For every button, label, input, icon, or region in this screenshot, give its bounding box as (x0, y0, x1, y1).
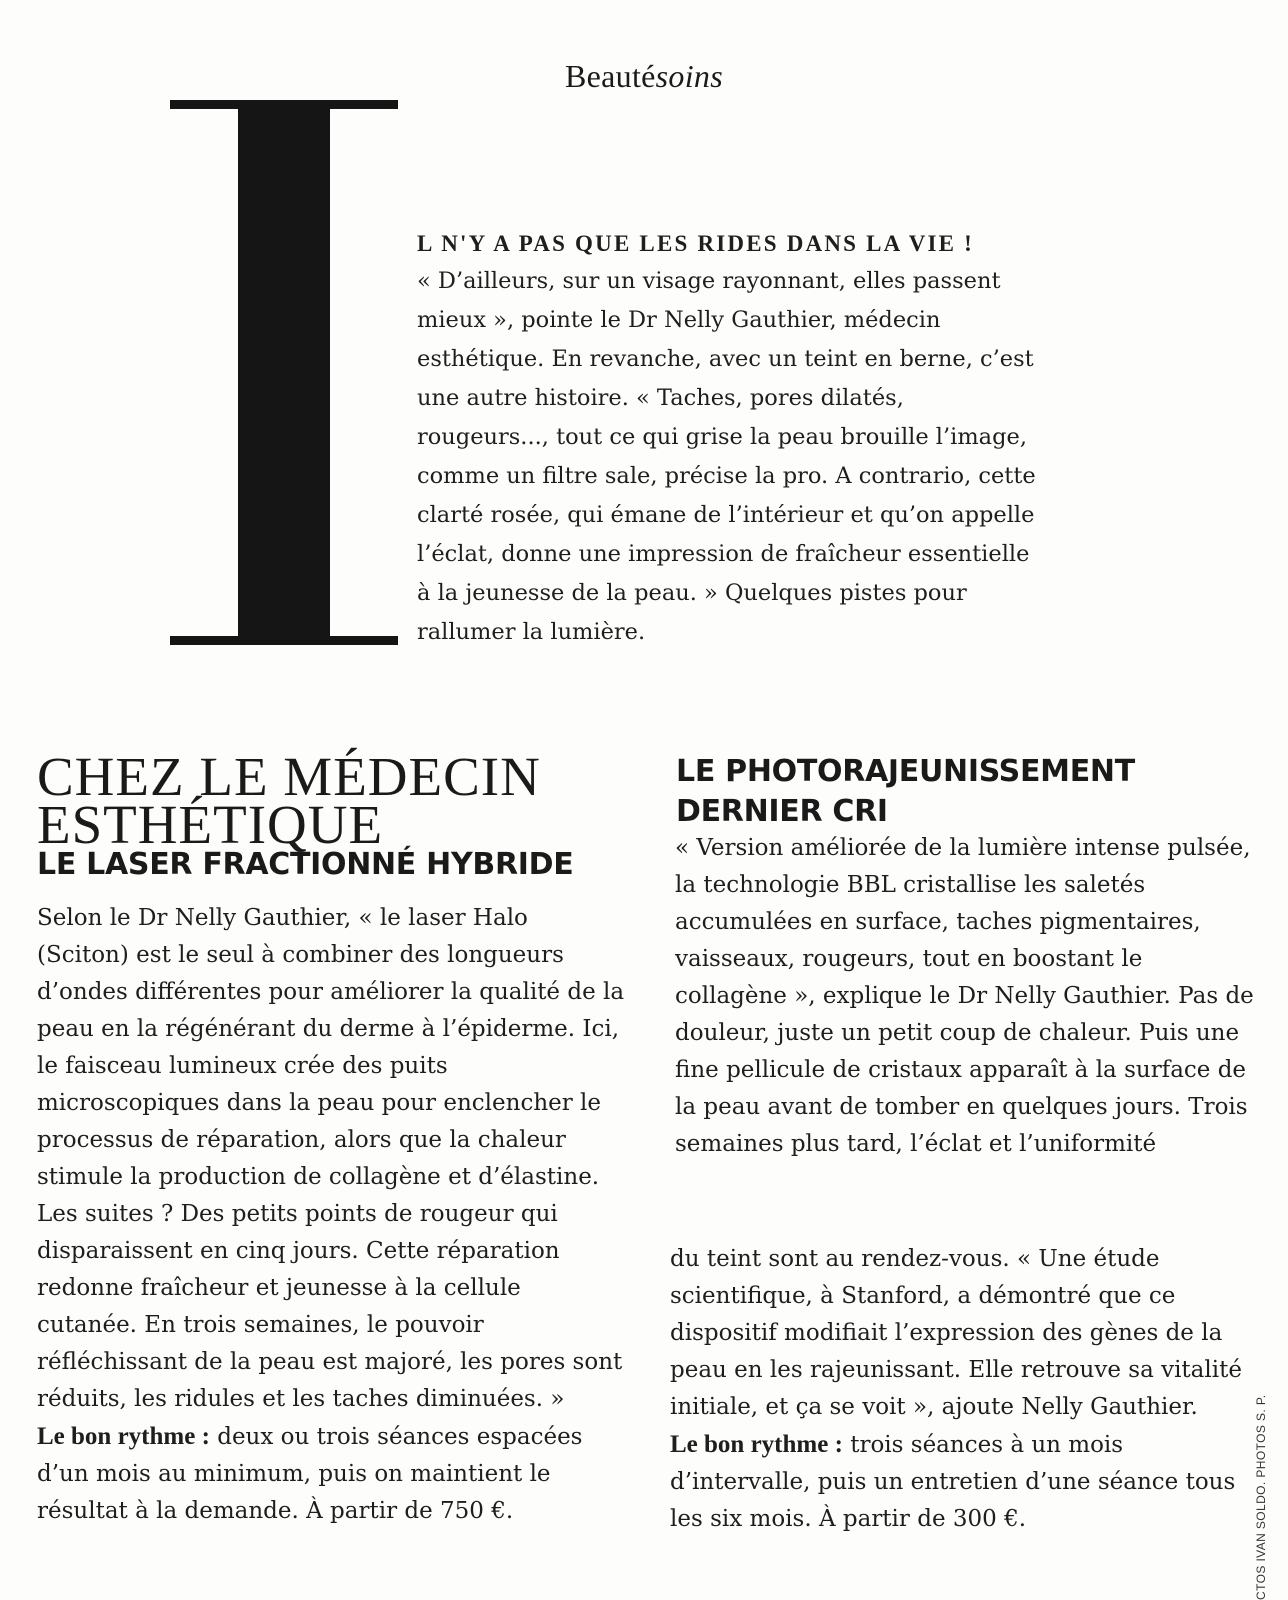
rubric-italic: soins (655, 58, 723, 94)
left-rythm-text: deux ou trois séances espacées d’un mois au minimum, puis on maintient le résultat à la demande. À partir de 750 €. (37, 1424, 583, 1524)
drop-cap-letter-i (170, 100, 398, 645)
right-article-body-b: du teint sont au rendez-vous. « Une étude scientifique, à Stanford, a démontré que ce dispositif modifiait l’expression des gènes de la peau en les rajeunissant. Elle retrouve sa vitalité initiale, et ça se voit », ajoute Nelly Gauthier. (670, 1246, 1242, 1420)
intro-lead: L N'Y A PAS QUE LES RIDES DANS LA VIE ! (417, 231, 975, 256)
photo-credit: CTOS IVAN SOLDO. PHOTOS S. P. (1254, 1394, 1268, 1600)
right-article-column-top (675, 830, 1260, 1163)
intro-body: « D’ailleurs, sur un visage rayonnant, elles passent mieux », pointe le Dr Nelly Gauthier, médecin esthétique. En revanche, avec un teint en berne, c’est une autre histoire. « Taches, pores dilatés, rougeurs..., tout ce qui grise la peau brouille l’image, comme un filtre sale, précise la pro. A contrario, cette clarté rosée, qui émane de l’intérieur et qu’on appelle l’éclat, donne une impression de fraîcheur essentielle à la jeunesse de la peau. » Quelques pistes pour rallumer la lumière. (417, 268, 1036, 645)
left-rythm-label: Le bon rythme : (37, 1423, 210, 1450)
section-rubric (0, 58, 1288, 95)
right-rythm-text: trois séances à un mois d’intervalle, puis un entretien d’une séance tous les six mois. À partir de 300 €. (670, 1432, 1236, 1532)
left-section-heading: CHEZ LE MÉDECIN ESTHÉTIQUE (37, 746, 541, 855)
right-section-heading: LE PHOTORAJEUNISSEMENT DERNIER CRI (676, 754, 1135, 829)
left-article-column (37, 900, 625, 1530)
left-section-subheading: LE LASER FRACTIONNÉ HYBRIDE (37, 847, 574, 882)
drop-cap-bottom-serif (170, 636, 398, 645)
rubric-main: Beauté (565, 58, 656, 94)
right-rythm-label: Le bon rythme : (670, 1431, 843, 1458)
intro-paragraph (417, 226, 1037, 652)
left-article-body: Selon le Dr Nelly Gauthier, « le laser Halo (Sciton) est le seul à combiner des longueurs d’ondes différentes pour améliorer la qualité de la peau en la régénérant du derme à l’épiderme. Ici, le faisceau lumineux crée des puits microscopiques dans la peau pour enclencher le processus de réparation, alors que la chaleur stimule la production de collagène et d’élastine. Les suites ? Des petits points de rougeur qui disparaissent en cinq jours. Cette réparation redonne fraîcheur et jeunesse à la cellule cutanée. En trois semaines, le pouvoir réfléchissant de la peau est majoré, les pores sont réduits, les ridules et les taches diminuées. » (37, 905, 625, 1412)
right-article-column-bottom (670, 1241, 1255, 1538)
drop-cap-stem (238, 100, 330, 645)
right-article-body-a: « Version améliorée de la lumière intense pulsée, la technologie BBL cristallise les saletés accumulées en surface, taches pigmentaires, vaisseaux, rougeurs, tout en boostant le collagène », explique le Dr Nelly Gauthier. Pas de douleur, juste un petit coup de chaleur. Puis une fine pellicule de cristaux apparaît à la surface de la peau avant de tomber en quelques jours. Trois semaines plus tard, l’éclat et l’uniformité (675, 835, 1254, 1157)
